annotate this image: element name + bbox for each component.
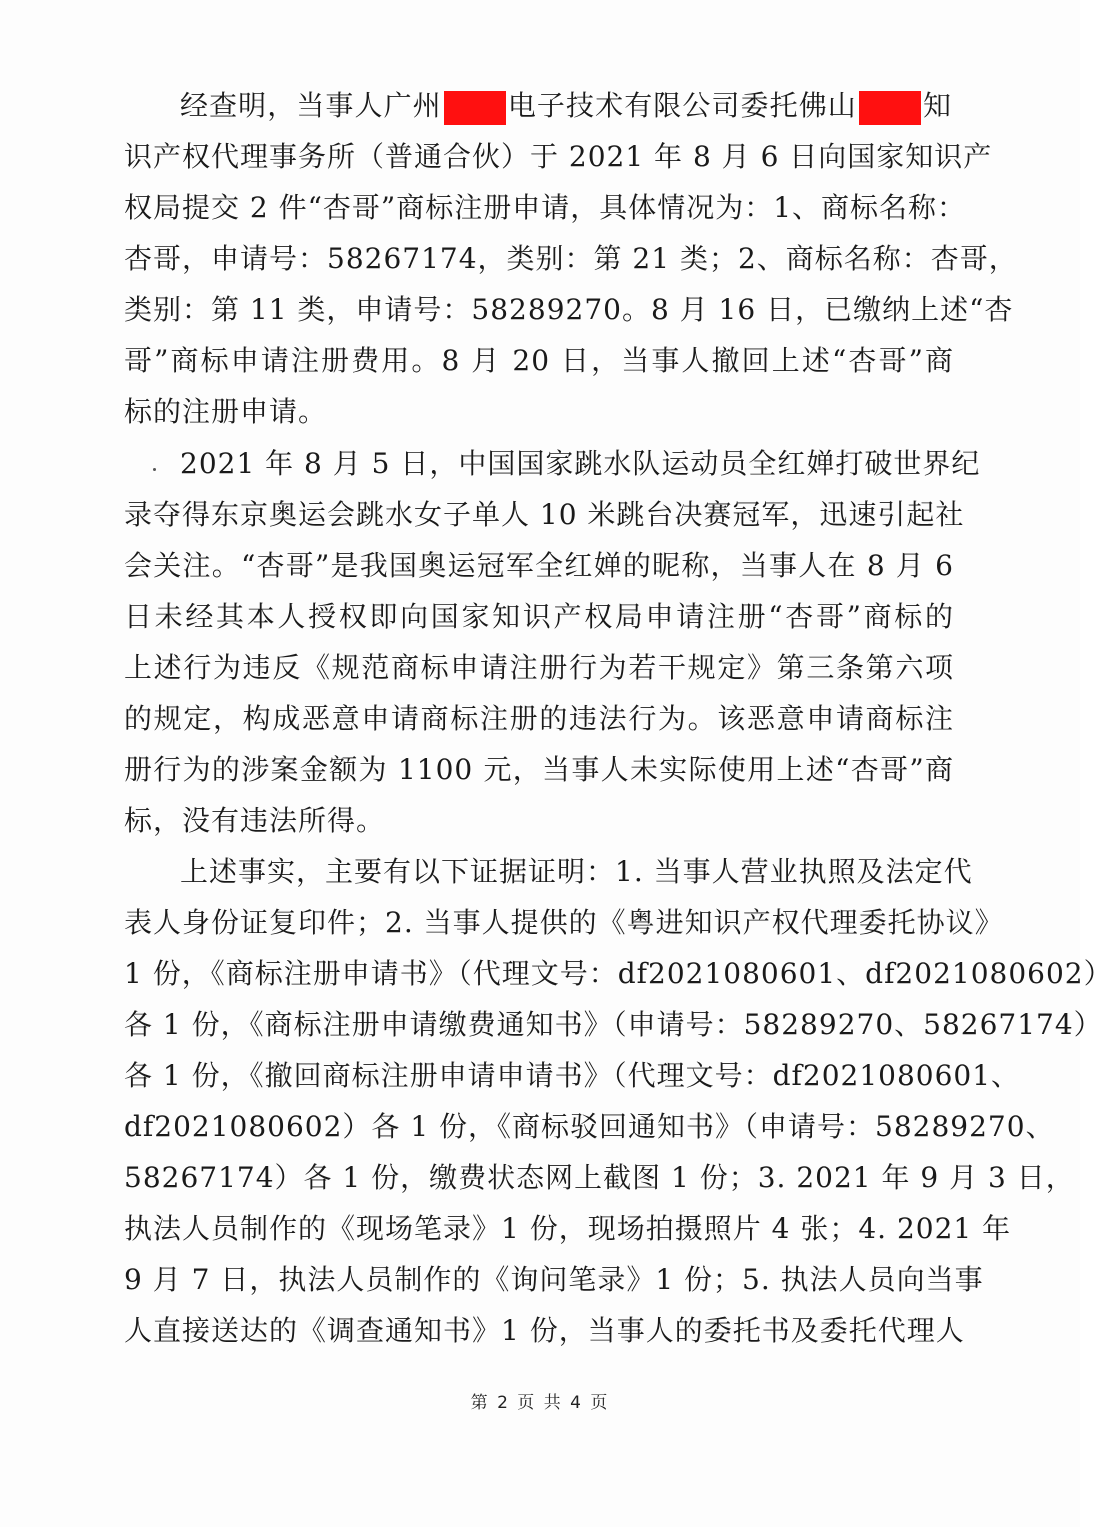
paragraph-3-line-3: 1 份，《商标注册申请书》（代理文号：df2021080601、df2021080602） bbox=[124, 957, 1113, 990]
paragraph-3-line-7: 58267174）各 1 份，缴费状态网上截图 1 份；3. 2021 年 9 月 3 日， bbox=[124, 1161, 1075, 1194]
redaction-mark bbox=[859, 91, 921, 125]
paragraph-1-line-3: 权局提交 2 件“杏哥”商标注册申请，具体情况为：1、商标名称： bbox=[124, 191, 967, 224]
paragraph-1-line-1: 经查明，当事人广州 电子技术有限公司委托佛山 知 bbox=[180, 80, 952, 131]
paragraph-2-line-7: 册行为的涉案金额为 1100 元，当事人未实际使用上述“杏哥”商 bbox=[124, 753, 954, 786]
paragraph-2-line-3: 会关注。“杏哥”是我国奥运冠军全红婵的昵称，当事人在 8 月 6 bbox=[124, 549, 954, 582]
paragraph-3-line-6: df2021080602）各 1 份，《商标驳回通知书》（申请号：58289270、 bbox=[124, 1110, 1055, 1143]
paragraph-2-line-6: 的规定，构成恶意申请商标注册的违法行为。该恶意申请商标注 bbox=[124, 702, 954, 735]
redaction-mark bbox=[444, 91, 506, 125]
paragraph-3-line-5: 各 1 份，《撤回商标注册申请申请书》（代理文号：df2021080601、 bbox=[124, 1059, 1021, 1092]
paragraph-3-line-8: 执法人员制作的《现场笔录》1 份，现场拍摄照片 4 张；4. 2021 年 bbox=[124, 1212, 1012, 1245]
paragraph-3-line-2: 表人身份证复印件；2. 当事人提供的《粤进知识产权代理委托协议》 bbox=[124, 906, 1004, 939]
paragraph-1-line-2: 识产权代理事务所（普通合伙）于 2021 年 8 月 6 日向国家知识产 bbox=[124, 140, 993, 173]
paragraph-2-line-8: 标，没有违法所得。 bbox=[124, 804, 386, 837]
paragraph-1-line-5: 类别：第 11 类，申请号：58289270。8 月 16 日，已缴纳上述“杏 bbox=[124, 293, 1014, 326]
scan-speck bbox=[153, 468, 156, 471]
paragraph-3-line-4: 各 1 份，《商标注册申请缴费通知书》（申请号：58289270、58267174） bbox=[124, 1008, 1103, 1041]
paragraph-3-line-9: 9 月 7 日，执法人员制作的《询问笔录》1 份；5. 执法人员向当事 bbox=[124, 1263, 984, 1296]
paragraph-2-line-2: 录夺得东京奥运会跳水女子单人 10 米跳台决赛冠军，迅速引起社 bbox=[124, 498, 965, 531]
paragraph-2-line-4: 日未经其本人授权即向国家知识产权局申请注册“杏哥”商标的 bbox=[124, 600, 954, 633]
paragraph-3-line-10: 人直接送达的《调查通知书》1 份，当事人的委托书及委托代理人 bbox=[124, 1314, 965, 1347]
paragraph-1-line-7: 标的注册申请。 bbox=[124, 395, 328, 428]
paragraph-3-line-1: 上述事实，主要有以下证据证明：1. 当事人营业执照及法定代 bbox=[180, 855, 973, 888]
page-number-footer: 第 2 页 共 4 页 bbox=[470, 1393, 610, 1413]
paragraph-1-line-4: 杏哥，申请号：58267174，类别：第 21 类；2、商标名称：杏哥， bbox=[124, 242, 1018, 275]
paragraph-2-line-1: 2021 年 8 月 5 日，中国国家跳水队运动员全红婵打破世界纪 bbox=[180, 447, 981, 480]
paragraph-1-line-6: 哥”商标申请注册费用。8 月 20 日，当事人撤回上述“杏哥”商 bbox=[124, 344, 954, 377]
paragraph-2-line-5: 上述行为违反《规范商标申请注册行为若干规定》第三条第六项 bbox=[124, 651, 954, 684]
